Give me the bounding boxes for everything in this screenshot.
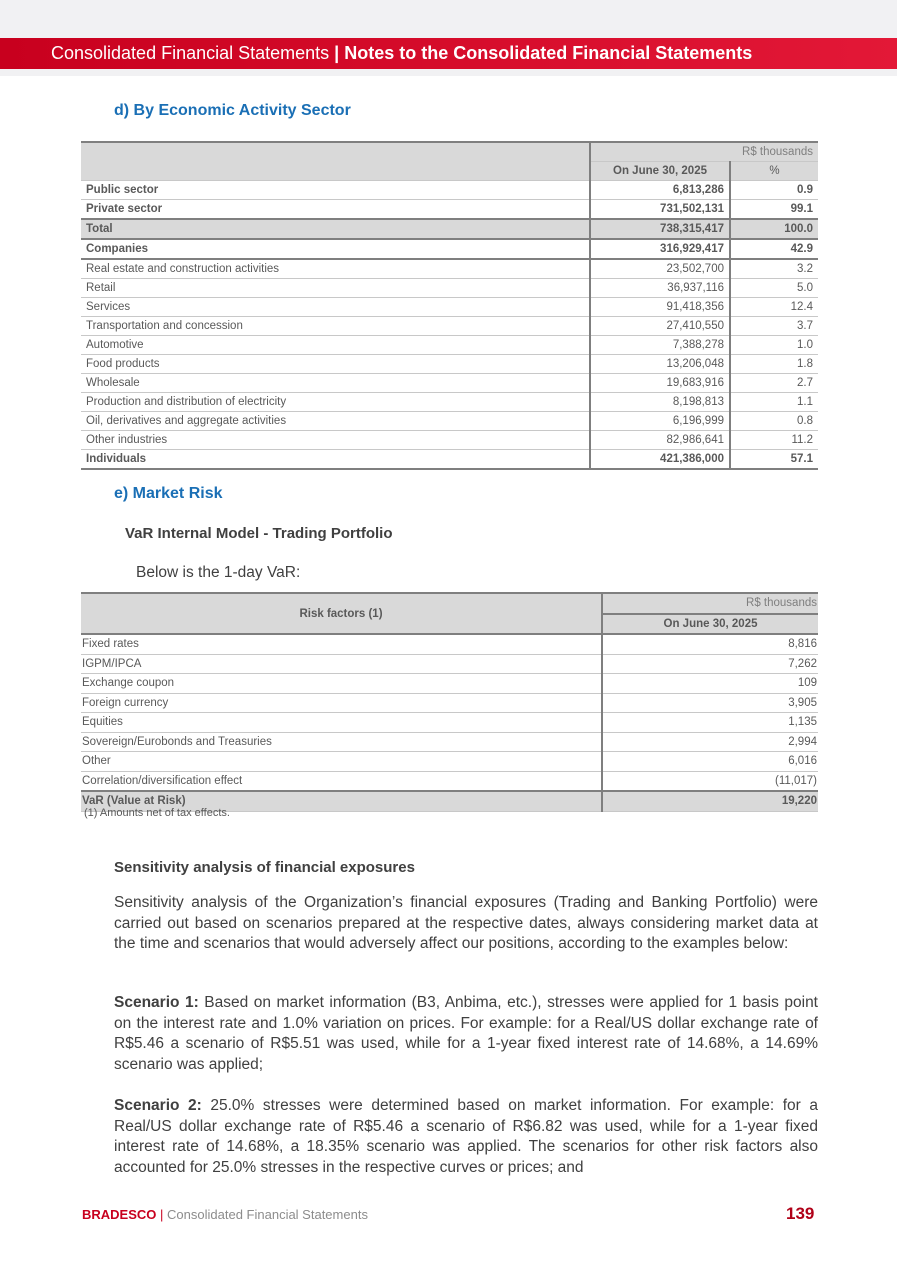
row-value: 27,410,550	[590, 317, 730, 336]
market-risk-title: e) Market Risk	[114, 485, 223, 502]
risk-factor-value: 109	[602, 674, 818, 694]
sector-table-row	[81, 259, 818, 279]
row-label: Total	[81, 219, 590, 239]
var-table-row	[81, 771, 818, 791]
risk-factor-label: Foreign currency	[81, 693, 602, 713]
row-label: Retail	[81, 279, 590, 298]
risk-factor-value: 8,816	[602, 634, 818, 654]
row-value: 82,986,641	[590, 431, 730, 450]
sector-table-row	[81, 200, 818, 220]
row-value: 316,929,417	[590, 239, 730, 259]
risk-factor-label: Fixed rates	[81, 634, 602, 654]
row-label: Companies	[81, 239, 590, 259]
var-col-risk-factors: Risk factors (1)	[81, 593, 602, 634]
scenario-1-label: Scenario 1:	[114, 994, 199, 1011]
row-value: 23,502,700	[590, 259, 730, 279]
row-label: Wholesale	[81, 374, 590, 393]
sector-table-row	[81, 393, 818, 412]
risk-factor-label: Correlation/diversification effect	[81, 771, 602, 791]
row-label: Individuals	[81, 450, 590, 470]
var-col-date: On June 30, 2025	[602, 614, 818, 635]
var-table-row	[81, 654, 818, 674]
row-value: 91,418,356	[590, 298, 730, 317]
sensitivity-title: Sensitivity analysis of financial exposures	[114, 859, 415, 876]
sector-table-row	[81, 239, 818, 259]
row-pct: 5.0	[730, 279, 818, 298]
row-pct: 1.8	[730, 355, 818, 374]
row-label: Real estate and construction activities	[81, 259, 590, 279]
risk-factor-value: 1,135	[602, 713, 818, 733]
row-pct: 57.1	[730, 450, 818, 470]
banner-shadow	[0, 69, 897, 76]
risk-factor-value: 2,994	[602, 732, 818, 752]
var-model-subtitle: VaR Internal Model - Trading Portfolio	[125, 525, 393, 542]
var-table-row	[81, 732, 818, 752]
row-value: 19,683,916	[590, 374, 730, 393]
header-banner	[0, 38, 897, 69]
row-pct: 1.1	[730, 393, 818, 412]
sector-table-row	[81, 412, 818, 431]
footer-separator: |	[160, 1207, 164, 1222]
row-value: 7,388,278	[590, 336, 730, 355]
row-label: Transportation and concession	[81, 317, 590, 336]
sector-table-header-blank	[81, 142, 590, 181]
row-pct: 3.2	[730, 259, 818, 279]
row-value: 6,196,999	[590, 412, 730, 431]
scenario-1-text: Based on market information (B3, Anbima, etc.), stresses were applied for 1 basis point on the interest rate and 1.0% variation on prices. For example: for a Real/US dollar exchange rate of R$5.46 a scenario of R$5.51 was used, while for a 1-year fixed interest rate of 14.68%, a 14.69% scenario was applied;	[114, 994, 818, 1073]
risk-factor-label: IGPM/IPCA	[81, 654, 602, 674]
sector-table-row	[81, 355, 818, 374]
scenario-1-paragraph	[114, 993, 818, 1075]
var-footnote: (1) Amounts net of tax effects.	[84, 807, 230, 819]
row-label: Food products	[81, 355, 590, 374]
scenario-2-paragraph	[114, 1096, 818, 1178]
risk-factor-label: Other	[81, 752, 602, 772]
row-value: 8,198,813	[590, 393, 730, 412]
risk-factor-value: (11,017)	[602, 771, 818, 791]
var-intro: Below is the 1-day VaR:	[136, 564, 301, 581]
sector-section-title: d) By Economic Activity Sector	[114, 102, 351, 119]
row-pct: 100.0	[730, 219, 818, 239]
sector-table-row	[81, 450, 818, 470]
sector-table	[81, 141, 818, 470]
footer	[82, 1207, 368, 1222]
row-pct: 3.7	[730, 317, 818, 336]
row-label: Production and distribution of electricity	[81, 393, 590, 412]
scenario-2-label: Scenario 2:	[114, 1097, 202, 1114]
sector-table-row	[81, 181, 818, 200]
var-table-row	[81, 713, 818, 733]
footer-brand: BRADESCO	[82, 1207, 157, 1222]
row-pct: 0.9	[730, 181, 818, 200]
row-pct: 1.0	[730, 336, 818, 355]
footer-doc-title: Consolidated Financial Statements	[167, 1207, 368, 1222]
var-total-value: 19,220	[602, 791, 818, 811]
var-table	[81, 592, 818, 812]
sector-table-row	[81, 374, 818, 393]
header-separator: |	[334, 43, 340, 63]
row-pct: 2.7	[730, 374, 818, 393]
row-value: 421,386,000	[590, 450, 730, 470]
risk-factor-value: 3,905	[602, 693, 818, 713]
header-subsection: Notes to the Consolidated Financial Statements	[344, 43, 753, 63]
risk-factor-value: 7,262	[602, 654, 818, 674]
var-table-row	[81, 634, 818, 654]
sector-col-pct: %	[730, 162, 818, 181]
row-pct: 99.1	[730, 200, 818, 220]
row-pct: 12.4	[730, 298, 818, 317]
scenario-2-text: 25.0% stresses were determined based on market information. For example: for a Real/US dollar exchange rate of R$5.46 a scenario of R$6.82 was used, while for a 1-year fixed interest rate of 14.68%, a 18.35% scenario was applied. The scenarios for other risk factors also accounted for 25.0% stresses in the respective curves or prices; and	[114, 1097, 819, 1176]
row-label: Private sector	[81, 200, 590, 220]
risk-factor-value: 6,016	[602, 752, 818, 772]
var-table-row	[81, 693, 818, 713]
row-value: 6,813,286	[590, 181, 730, 200]
page-number: 139	[786, 1204, 815, 1223]
row-value: 13,206,048	[590, 355, 730, 374]
header-section: Consolidated Financial Statements	[51, 43, 330, 63]
risk-factor-label: Exchange coupon	[81, 674, 602, 694]
row-label: Public sector	[81, 181, 590, 200]
sector-table-row	[81, 298, 818, 317]
sector-table-row	[81, 317, 818, 336]
row-value: 738,315,417	[590, 219, 730, 239]
row-label: Automotive	[81, 336, 590, 355]
top-margin	[0, 0, 897, 38]
var-table-row	[81, 674, 818, 694]
sector-table-row	[81, 279, 818, 298]
risk-factor-label: Equities	[81, 713, 602, 733]
sector-table-row	[81, 431, 818, 450]
row-pct: 0.8	[730, 412, 818, 431]
row-value: 731,502,131	[590, 200, 730, 220]
row-value: 36,937,116	[590, 279, 730, 298]
sector-table-row	[81, 336, 818, 355]
sector-table-unit: R$ thousands	[590, 142, 818, 162]
row-pct: 11.2	[730, 431, 818, 450]
row-label: Services	[81, 298, 590, 317]
var-total-label: VaR (Value at Risk)	[81, 791, 602, 811]
row-label: Oil, derivatives and aggregate activities	[81, 412, 590, 431]
sector-col-date: On June 30, 2025	[590, 162, 730, 181]
risk-factor-label: Sovereign/Eurobonds and Treasuries	[81, 732, 602, 752]
sensitivity-intro: Sensitivity analysis of the Organization’s financial exposures (Trading and Banking Portfolio) were carried out based on scenarios prepared at the respective dates, always considering market data at the time and scenarios that would adversely affect our positions, according to the examples below:	[114, 894, 818, 952]
var-table-row	[81, 752, 818, 772]
var-table-unit: R$ thousands	[602, 593, 818, 614]
row-pct: 42.9	[730, 239, 818, 259]
row-label: Other industries	[81, 431, 590, 450]
sector-table-row	[81, 219, 818, 239]
